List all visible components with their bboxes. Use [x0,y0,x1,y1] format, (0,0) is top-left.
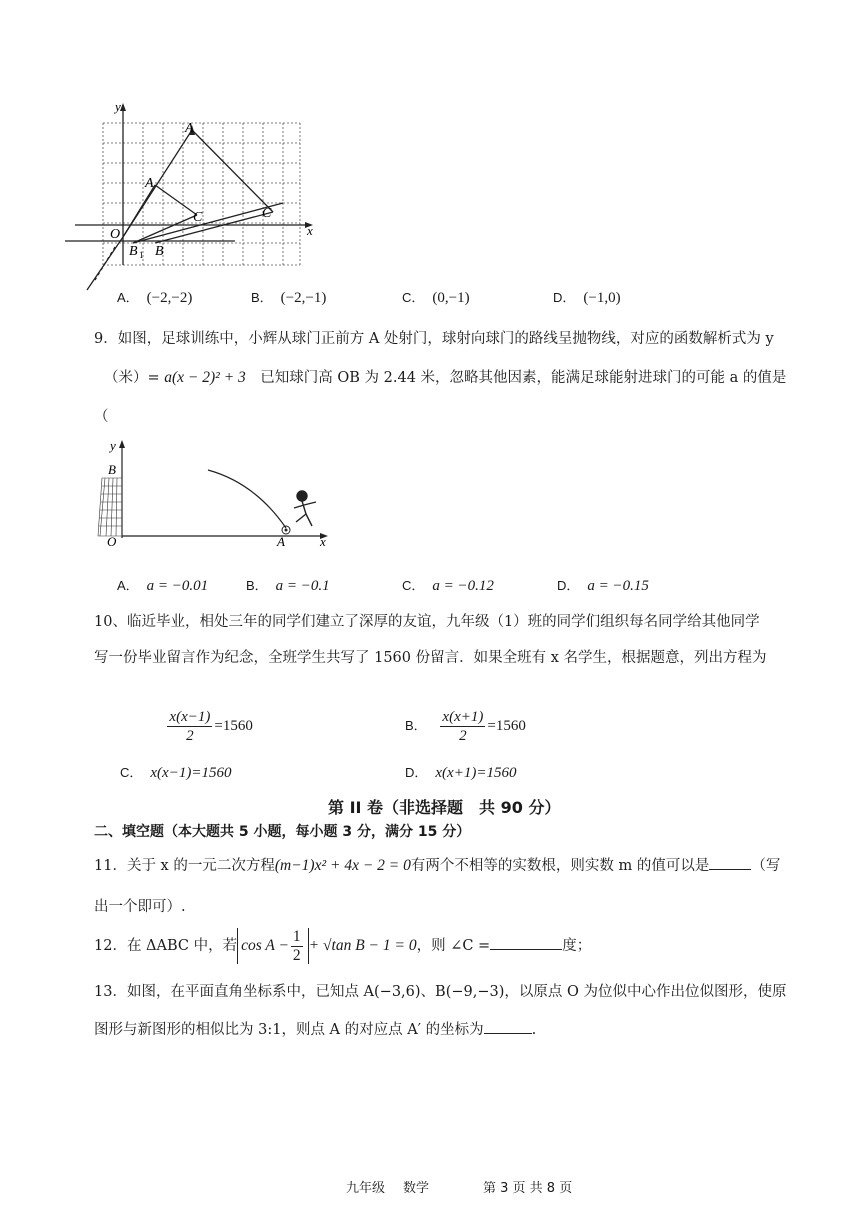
q9-figure [80,438,350,553]
option-label: A． [117,290,139,305]
q10-line2: 写一份毕业留言作为纪念，全班学生共写了 1560 份留言．如果全班有 x 名学生，根据题意，列出方程为 [94,650,767,666]
q9-option-c [402,575,494,595]
q9-line1: 9．如图，足球训练中，小辉从球门正前方 A 处射门，球射向球门的路线呈抛物线，对应的函数解析式为 y [94,331,774,347]
q9-option-b [246,575,330,595]
segment-A1 [123,185,155,237]
player-icon [294,491,316,526]
fig2-label-y: y [110,438,116,453]
q12-suffix: 度； [562,938,592,954]
option-label: D． [405,765,428,780]
q9-line2-text: 已知球门高 OB 为 2.44 米，忽略其他因素，能满足球能射进球门的可能 a 的值是 [260,370,787,386]
q9-formula: a(x − 2)² + 3 [164,369,246,386]
q10-option-d [405,762,516,782]
q13-line2-prefix: 图形与新图形的相似比为 3:1，则点 A 的对应点 A′ 的坐标为 [94,1022,484,1038]
q10-line1: 10、临近毕业，相处三年的同学们建立了深厚的友谊，九年级（1）班的同学们组织每名同学给其他同学 [94,614,760,630]
fraction-denominator: 2 [292,946,301,964]
q9-option-a [117,575,208,595]
segment-AC [192,130,273,212]
q10-option-c [120,762,231,782]
option-value: (−1,0) [583,290,621,306]
q8-option-d [553,287,621,307]
option-label: C． [402,290,425,305]
q11-line1 [94,854,780,875]
option-label: C． [120,765,143,780]
goal-net [98,478,122,536]
option-rhs: =1560 [214,717,253,734]
option-label: C． [402,578,425,593]
option-value: (0,−1) [432,290,470,306]
fraction-denominator: 2 [186,728,194,744]
q13-line2 [94,1018,536,1039]
fraction [440,708,485,745]
q11-tail: （写 [751,858,781,874]
option-value: a = −0.12 [432,578,494,594]
fig2-label-A: A [277,534,285,549]
footer-page-number: 第 3 页 共 8 页 [483,1181,573,1196]
q12-answer-blank[interactable] [490,949,562,950]
option-label: D． [553,290,576,305]
q9-line2-prefix: （米）= [104,370,165,386]
q9-line2 [104,366,786,387]
q11-line2: 出一个即可）. [94,899,186,915]
option-value: x(x−1)=1560 [150,765,232,781]
fig1-label-y: y [115,99,121,114]
option-label: A． [117,578,139,593]
option-value: a = −0.01 [146,578,209,594]
footer-subject: 数学 [403,1181,430,1196]
fig1-label-C: C [262,206,272,221]
fig1-label-x: x [307,223,313,238]
fig2-label-O: O [107,534,117,549]
option-label: B． [251,290,273,305]
option-label: D． [557,578,580,593]
footer-grade: 九年级 [346,1181,386,1196]
q12-sqrt-part: + √tan B − 1 = 0 [308,937,417,954]
q11-answer-blank[interactable] [709,869,751,870]
option-value: a = −0.1 [275,578,330,594]
q13-line1: 13．如图，在平面直角坐标系中，已知点 A(−3,6)、B(−9,−3)，以原点 O 为位似中心作出位似图形，使原 [94,984,787,1000]
ball-trajectory [208,470,286,528]
q10-option-b [405,708,526,745]
fig1-label-A1: A [145,176,154,191]
option-value: (−2,−1) [280,290,327,306]
fig2-label-x: x [320,534,326,549]
q11-formula: (m−1)x² + 4x − 2 = 0 [274,857,411,874]
q10-option-a [132,708,253,745]
option-rhs: =1560 [487,717,526,734]
option-label: B． [405,717,427,733]
fraction [167,708,212,745]
option-value: x(x+1)=1560 [435,765,517,781]
option-label: B． [246,578,268,593]
fraction-numerator: x(x−1) [169,709,211,725]
fraction-numerator: 1 [292,927,301,945]
fig1-label-C1: C [193,210,203,225]
q13-answer-blank[interactable] [484,1033,532,1034]
fig1-label-sub1: 1 [139,250,144,260]
q12-line [94,928,591,964]
q11-suffix: 有两个不相等的实数根，则实数 m 的值可以是 [410,858,710,874]
fig1-label-O: O [110,227,121,242]
q11-prefix: 11．关于 x 的一元二次方程 [94,858,275,874]
fig1-label-A: A [185,121,194,136]
option-value: a = −0.15 [587,578,649,594]
fraction [291,928,303,965]
fig2-label-B: B [108,462,116,477]
part2-title: 第 II 卷（非选择题 共 90 分） [328,798,561,817]
q12-prefix: 12．在 ΔABC 中，若 [94,938,238,954]
option-value: (−2,−2) [146,290,193,306]
q12-mid: ，则 ∠C = [416,938,491,954]
q8-option-b [251,287,326,307]
q13-line2-suffix: . [531,1022,537,1038]
q8-option-a [117,287,192,307]
q12-abs-left: cos A − [241,937,289,954]
q8-figure [55,95,325,300]
q9-line3: （ [94,409,109,425]
segment-CB [155,212,273,243]
fig1-label-B: B [155,244,164,259]
q9-option-d [557,575,649,595]
fraction-numerator: x(x+1) [442,709,484,725]
section2-title: 二、填空题（本大题共 5 小题，每小题 3 分，满分 15 分） [94,824,471,840]
fig1-label-B1: B [129,244,138,259]
q8-option-c [402,287,470,307]
fraction-denominator: 2 [459,728,467,744]
q12-absolute-value [237,928,309,964]
